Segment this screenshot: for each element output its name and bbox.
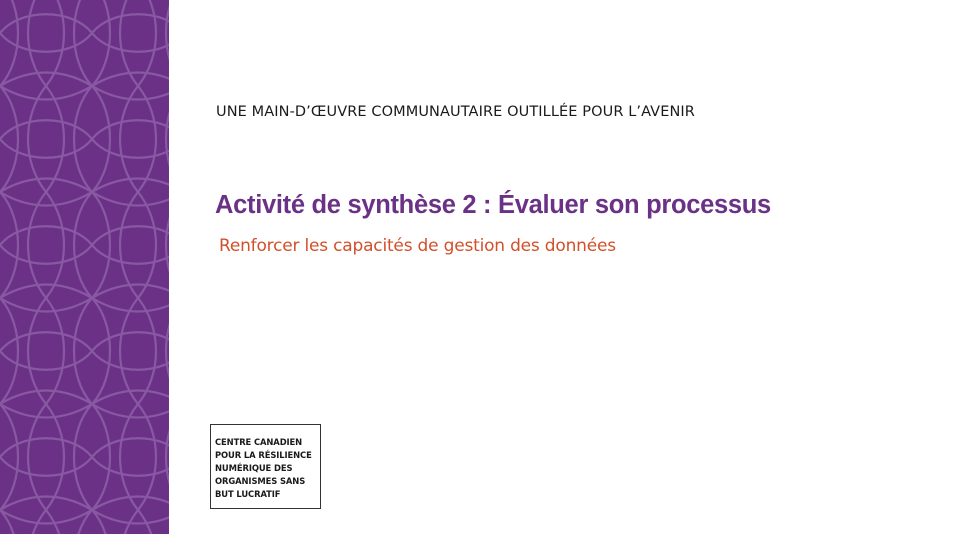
lattice-pattern-graphic — [0, 0, 169, 534]
logo-text-line: BUT LUCRATIF — [215, 489, 281, 499]
slide-subtitle: Renforcer les capacités de gestion des données — [219, 236, 616, 256]
slide-title: Activité de synthèse 2 : Évaluer son processus — [215, 191, 771, 219]
logo-text-line: ORGANISMES SANS — [215, 476, 306, 486]
logo-text-line: CENTRE CANADIEN — [215, 437, 303, 447]
organization-logo — [210, 424, 321, 509]
logo-text-line: POUR LA RÉSILIENCE — [215, 450, 312, 460]
logo-text-line: NUMÉRIQUE DES — [215, 463, 293, 473]
kicker-heading: UNE MAIN-D’ŒUVRE COMMUNAUTAIRE OUTILLÉE POUR L’AVENIR — [216, 104, 695, 120]
decorative-pattern-sidebar — [0, 0, 169, 534]
